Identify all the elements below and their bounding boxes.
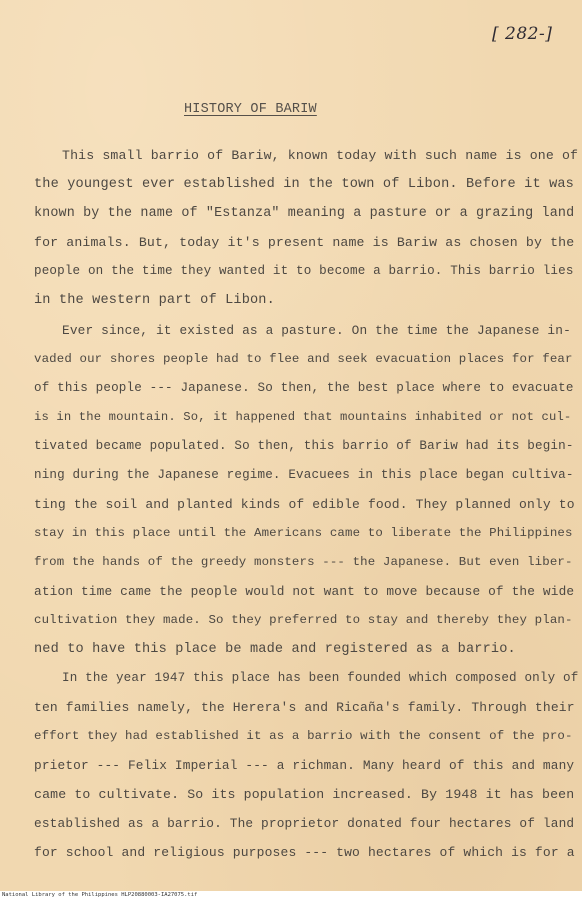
text-line: is in the mountain. So, it happened that mountains inhabited or not cul- xyxy=(34,410,572,424)
text-line: effort they had established it as a barrio with the consent of the pro- xyxy=(34,729,573,743)
text-line: ten families namely, the Herera's and Ricaña's family. Through their xyxy=(34,700,575,715)
text-line: Ever since, it existed as a pasture. On the time the Japanese in- xyxy=(62,323,571,338)
text-line: This small barrio of Bariw, known today with such name is one of xyxy=(62,148,579,163)
text-line: stay in this place until the Americans came to liberate the Philippines xyxy=(34,526,573,540)
text-line: ation time came the people would not want to move because of the wide xyxy=(34,584,575,599)
text-line: for animals. But, today it's present name is Bariw as chosen by the xyxy=(34,235,575,250)
text-line: established as a barrio. The proprietor donated four hectares of land xyxy=(34,816,575,831)
text-line: cultivation they made. So they preferred to stay and thereby they plan- xyxy=(34,613,573,627)
text-line: ting the soil and planted kinds of edible food. They planned only to xyxy=(34,497,575,512)
document-title: HISTORY OF BARIW xyxy=(184,102,317,117)
text-line: In the year 1947 this place has been founded which composed only of xyxy=(62,671,579,685)
footer-source-text: National Library of the Philippines HLP20880003-IA27075.tif xyxy=(2,892,198,898)
text-line: in the western part of Libon. xyxy=(34,293,275,308)
text-line: known by the name of "Estanza" meaning a pasture or a grazing land xyxy=(34,206,575,221)
text-line: the youngest ever established in the town of Libon. Before it was xyxy=(34,177,574,192)
text-line: for school and religious purposes --- two hectares of which is for a xyxy=(34,845,575,860)
text-line: came to cultivate. So its population increased. By 1948 it has been xyxy=(34,787,575,802)
text-line: vaded our shores people had to flee and seek evacuation places for fear xyxy=(34,352,573,366)
text-line: of this people --- Japanese. So then, the best place where to evacuate xyxy=(34,381,574,395)
text-line: tivated became populated. So then, this barrio of Bariw had its begin- xyxy=(34,439,574,453)
text-line: ned to have this place be made and registered as a barrio. xyxy=(34,642,516,657)
page-reference-number: [ 282-] xyxy=(492,24,553,44)
text-line: prietor --- Felix Imperial --- a richman. Many heard of this and many xyxy=(34,758,575,773)
text-line: people on the time they wanted it to become a barrio. This barrio lies xyxy=(34,264,574,278)
text-line: ning during the Japanese regime. Evacuees in this place began cultiva- xyxy=(34,468,574,482)
text-line: from the hands of the greedy monsters --- the Japanese. But even liber- xyxy=(34,555,573,569)
